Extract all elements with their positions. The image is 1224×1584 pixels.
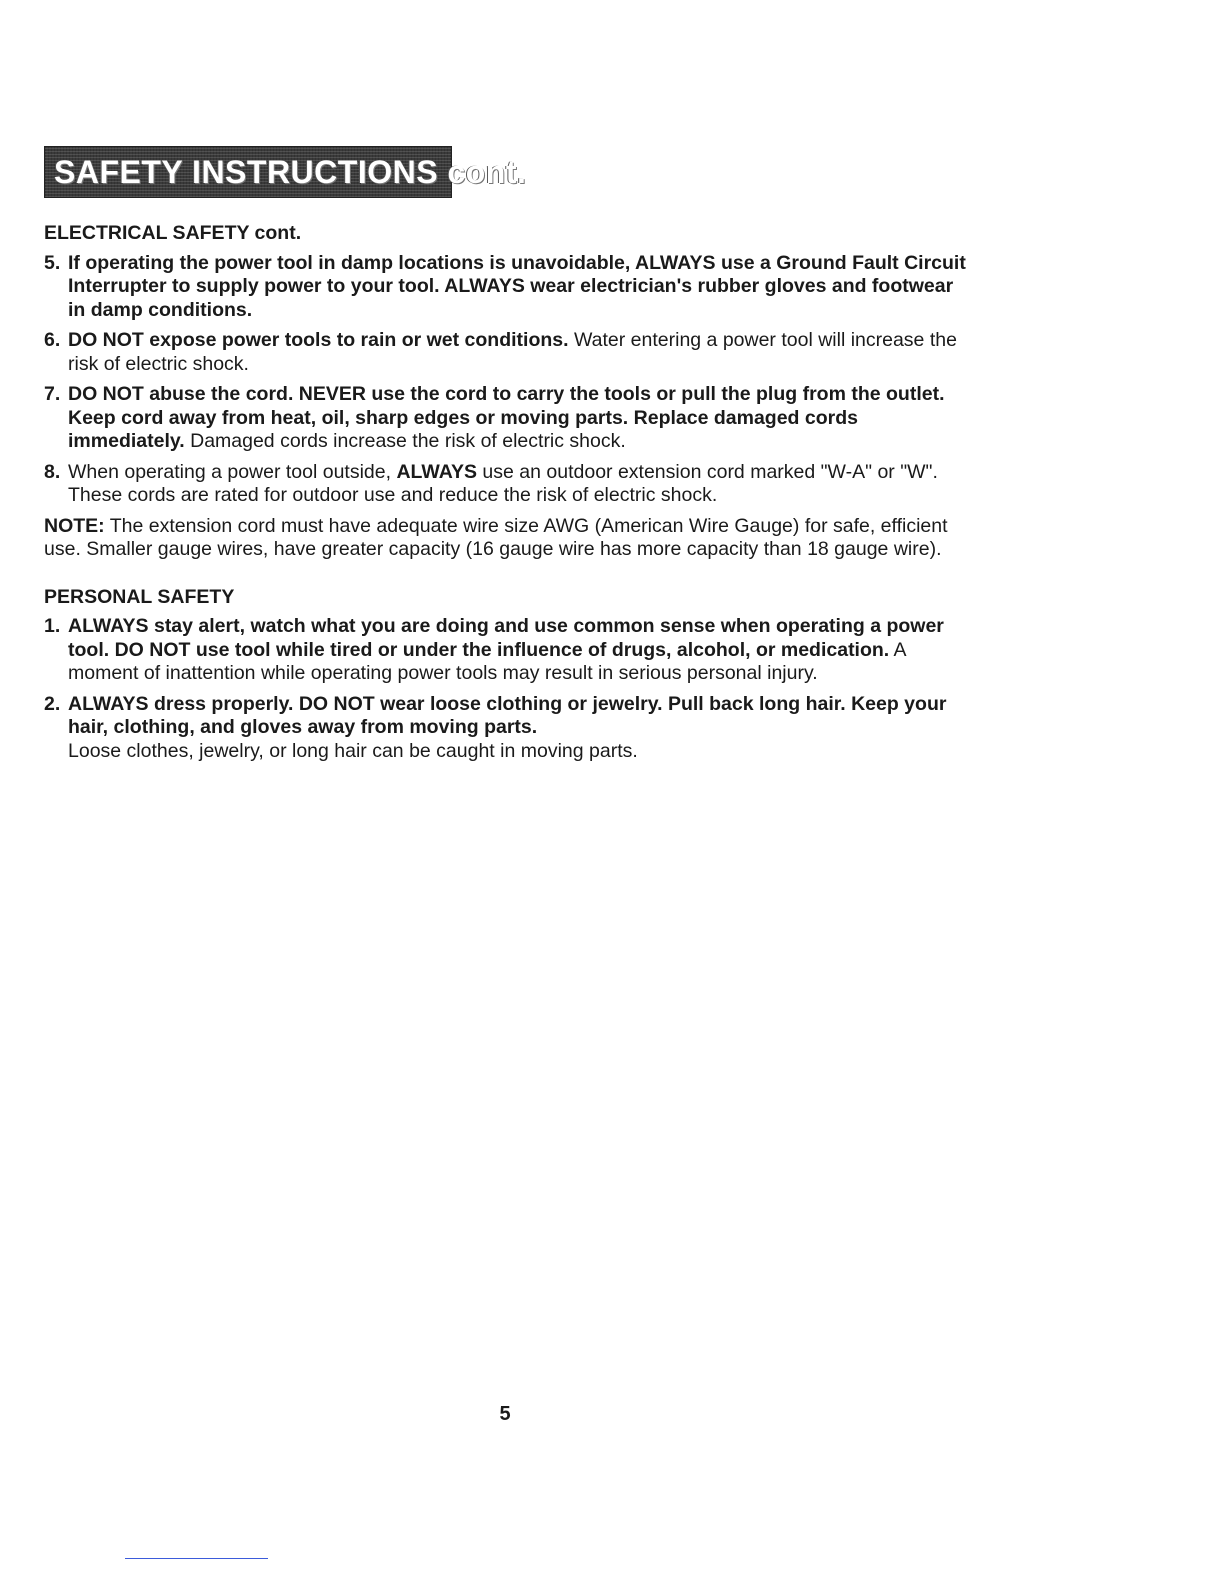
item-normal-text: Water entering a power tool will increase the risk of electric shock.: [68, 329, 957, 375]
personal-item-1: [44, 615, 974, 686]
page-content: [44, 222, 974, 770]
personal-safety-heading: PERSONAL SAFETY: [44, 585, 235, 608]
item-bold-text: ALWAYS dress properly. DO NOT wear loose clothing or jewelry. Pull back long hair. Keep your hair, clothing, and gloves away from moving parts.: [68, 692, 947, 738]
item-normal-text: A moment of inattention while operating power tools may result in serious personal injury.: [68, 638, 906, 684]
electrical-item-7: [44, 383, 974, 454]
item-number: 5.: [44, 251, 61, 274]
item-normal-text: Damaged cords increase the risk of electric shock.: [184, 430, 626, 452]
item-number: 8.: [44, 460, 61, 483]
electrical-safety-heading: ELECTRICAL SAFETY cont.: [44, 222, 302, 244]
section-banner: [44, 146, 527, 198]
banner-title: SAFETY INSTRUCTIONS cont.: [54, 154, 527, 190]
item-number: 7.: [44, 383, 61, 405]
item-pre-text: When operating a power tool outside,: [68, 460, 397, 483]
item-number: 2.: [44, 692, 61, 715]
item-bold-text: If operating the power tool in damp locations is unavoidable, ALWAYS use a Ground Fault Circuit Interrupter to supply power to your tool. ALWAYS wear electrician's rubber gloves and footwear in damp conditions.: [68, 251, 966, 321]
page-number: 5: [499, 1403, 511, 1425]
note-label: NOTE:: [44, 514, 105, 537]
item-number: 6.: [44, 329, 61, 351]
item-bold-text: ALWAYS: [396, 460, 478, 483]
electrical-item-6: [44, 329, 974, 376]
item-bold-text: ALWAYS stay alert, watch what you are doing and use common sense when operating a power tool. DO NOT use tool while tired or under the influence of drugs, alcohol, or medication.: [68, 615, 944, 661]
footer-rule: [125, 1558, 268, 1559]
electrical-item-8: [44, 461, 974, 508]
note-text: The extension cord must have adequate wire size AWG (American Wire Gauge) for safe, efficient use. Smaller gauge wires, have greater capacity (16 gauge wire has more capacity than 18 gauge wire).: [44, 514, 948, 560]
item-bold-text: DO NOT expose power tools to rain or wet conditions.: [68, 329, 569, 351]
electrical-item-5: [44, 252, 974, 323]
item-normal-text: Loose clothes, jewelry, or long hair can be caught in moving parts.: [68, 739, 638, 762]
item-bold-text: DO NOT abuse the cord. NEVER use the cord to carry the tools or pull the plug from the outlet. Keep cord away from heat, oil, sharp edges or moving parts. Replace damaged cords immediately.: [68, 383, 945, 452]
note-paragraph: [44, 515, 974, 562]
personal-item-2: [44, 693, 974, 764]
item-normal-text: use an outdoor extension cord marked "W-A" or "W". These cords are rated for outdoor use and reduce the risk of electric shock.: [68, 460, 938, 506]
item-number: 1.: [44, 615, 61, 637]
